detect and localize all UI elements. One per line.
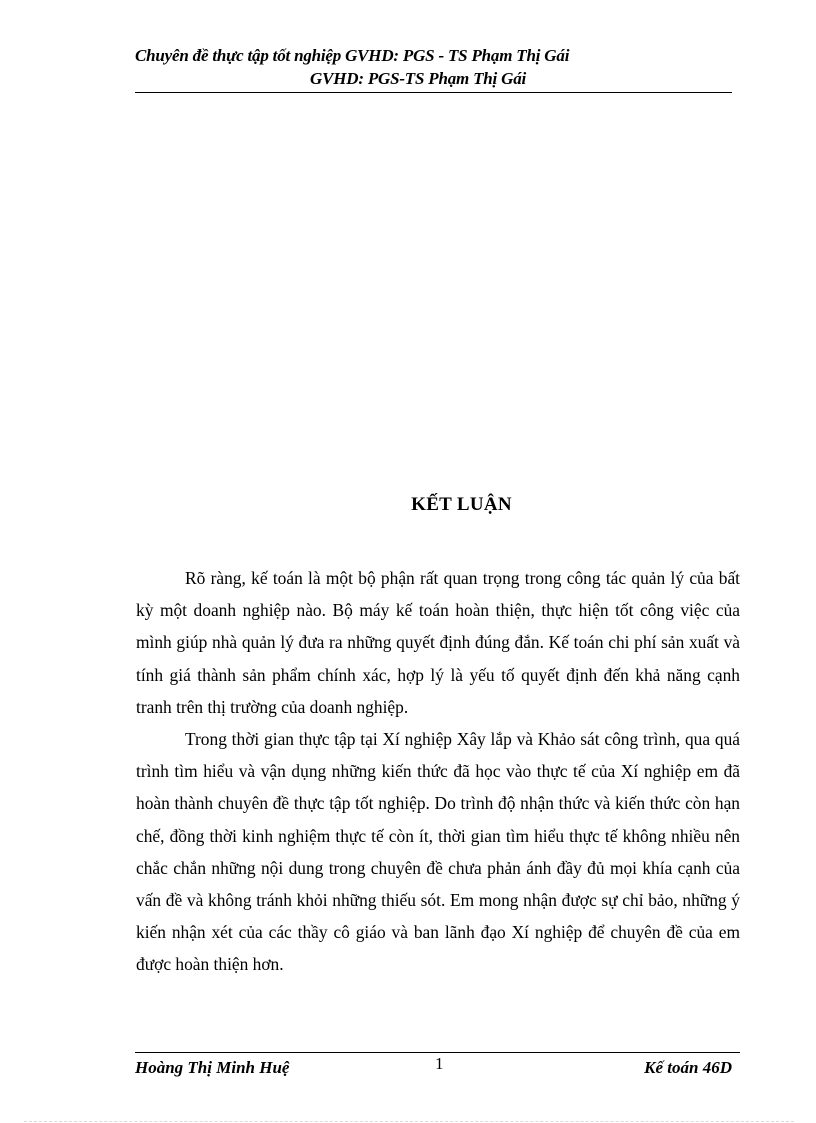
page-number: 1 xyxy=(435,1054,444,1073)
page-footer xyxy=(135,1052,740,1083)
footer-author: Hoàng Thị Minh Huệ xyxy=(135,1058,290,1077)
header-line-1: Chuyên đề thực tập tốt nghiệp GVHD: PGS - TS Phạm Thị Gái xyxy=(135,46,570,65)
section-title: KẾT LUẬN xyxy=(411,494,512,515)
header-line-2: GVHD: PGS-TS Phạm Thị Gái xyxy=(310,69,527,88)
body-text xyxy=(136,562,740,981)
page-edge-divider xyxy=(24,1121,794,1122)
paragraph-2: Trong thời gian thực tập tại Xí nghiệp Xây lắp và Khảo sát công trình, qua quá trình tìm hiểu và vận dụng những kiến thức đã học vào thực tế của Xí nghiệp em đã hoàn thành chuyên đề thực tập tốt nghiệp. Do trình độ nhận thức và kiến thức còn hạn chế, đồng thời kinh nghiệm thực tế còn ít, thời gian tìm hiểu thực tế không nhiều nên chắc chắn những nội dung trong chuyên đề chưa phản ánh đầy đủ mọi khía cạnh của vấn đề và không tránh khỏi những thiếu sót. Em mong nhận được sự chỉ bảo, những ý kiến nhận xét của các thầy cô giáo và ban lãnh đạo Xí nghiệp để chuyên đề của em được hoàn thiện hơn. xyxy=(136,729,740,975)
footer-class: Kế toán 46D xyxy=(644,1058,732,1077)
page-header xyxy=(135,46,732,93)
paragraph-1: Rõ ràng, kế toán là một bộ phận rất quan trọng trong công tác quản lý của bất kỳ một doanh nghiệp nào. Bộ máy kế toán hoàn thiện, thực hiện tốt công việc của mình giúp nhà quản lý đưa ra những quyết định đúng đắn. Kế toán chi phí sản xuất và tính giá thành sản phẩm chính xác, hợp lý là yếu tố quyết định đến khả năng cạnh tranh trên thị trường của doanh nghiệp. xyxy=(136,568,740,717)
